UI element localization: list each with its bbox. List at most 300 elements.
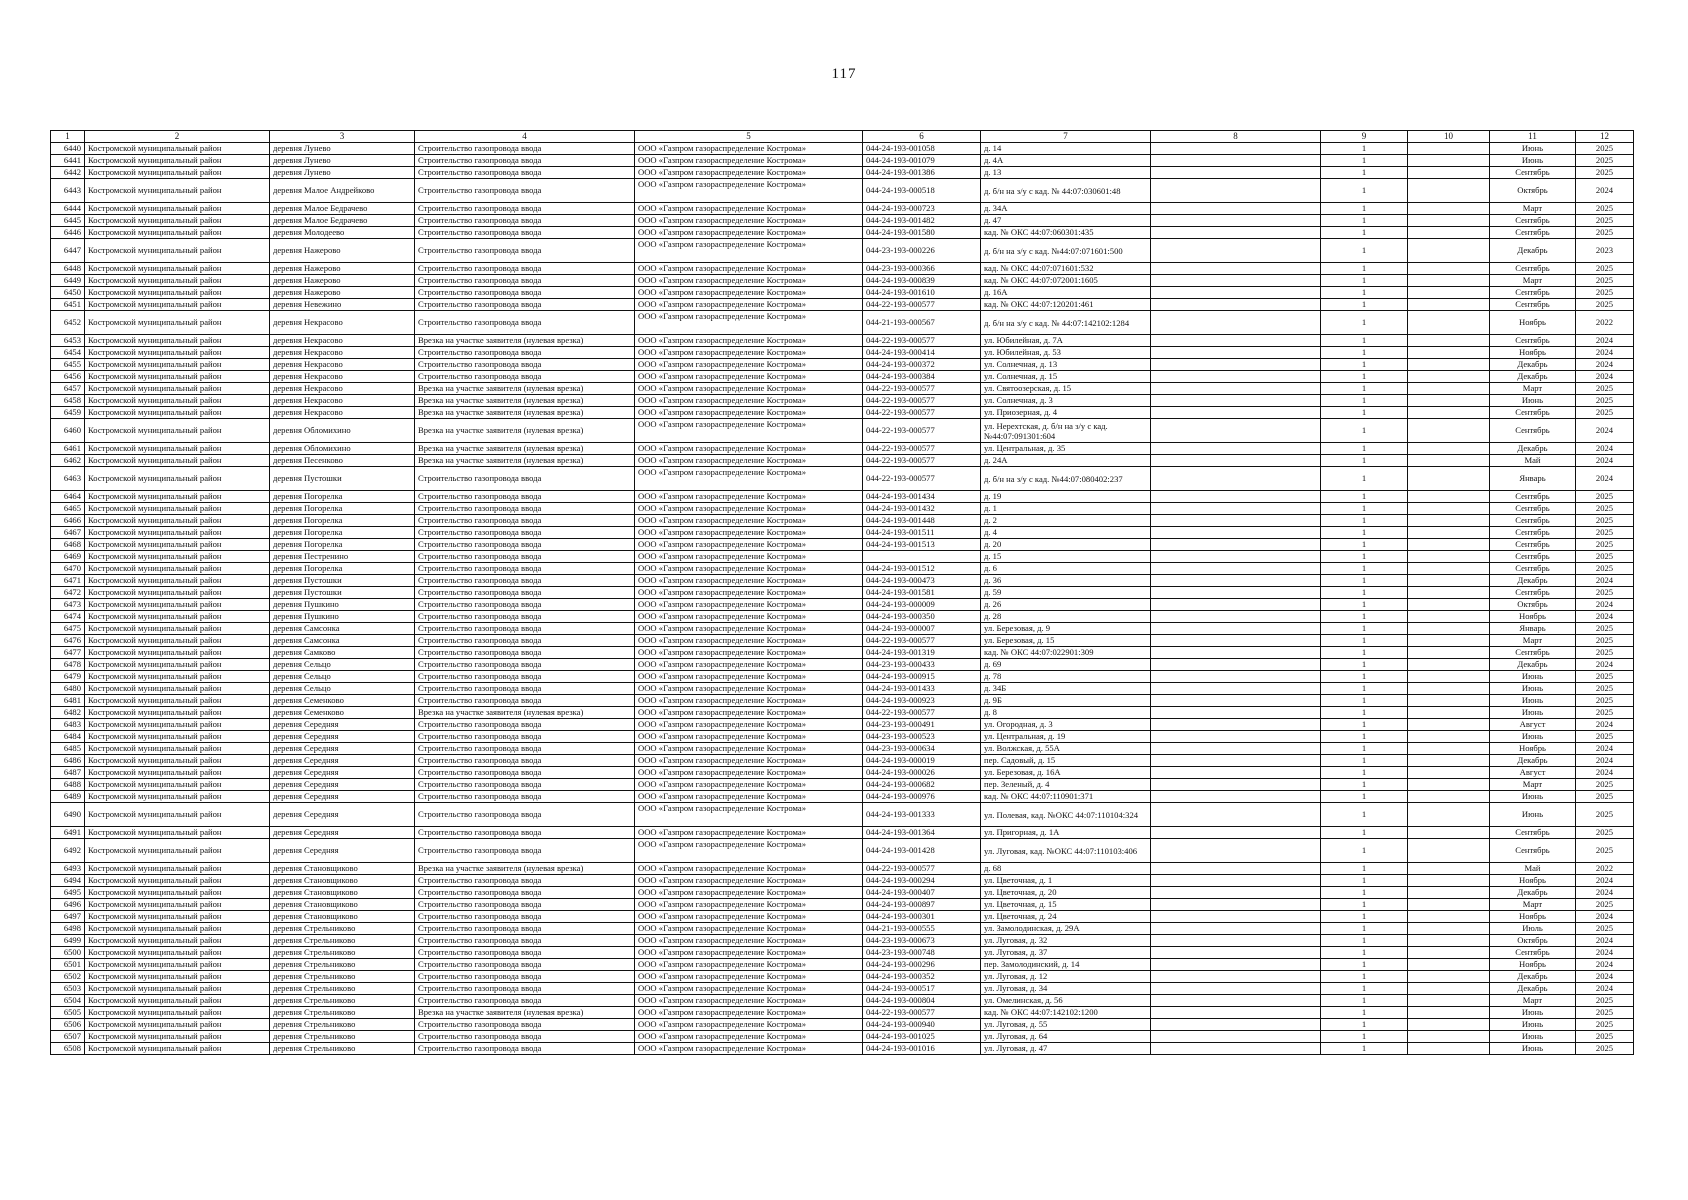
- month-cell: Июнь: [1490, 695, 1576, 707]
- month-cell: Сентябрь: [1490, 527, 1576, 539]
- month-cell: Сентябрь: [1490, 407, 1576, 419]
- application-code-cell: 044-24-193-000723: [863, 203, 981, 215]
- col10-cell: [1408, 143, 1490, 155]
- address-cell: д. 47: [981, 215, 1151, 227]
- address-cell: ул. Нерехтская, д. б/н на з/у с кад. №44:07:091301:604: [981, 419, 1151, 443]
- settlement-cell: деревня Пушкино: [270, 611, 415, 623]
- table-row: [51, 575, 1634, 587]
- table-row: [51, 599, 1634, 611]
- year-cell: 2025: [1576, 515, 1634, 527]
- settlement-cell: деревня Середняя: [270, 755, 415, 767]
- table-row: [51, 623, 1634, 635]
- district-cell: Костромской муниципальный район: [85, 923, 270, 935]
- col8-cell: [1151, 779, 1321, 791]
- col8-cell: [1151, 287, 1321, 299]
- table-row: [51, 371, 1634, 383]
- district-cell: Костромской муниципальный район: [85, 539, 270, 551]
- col8-cell: [1151, 359, 1321, 371]
- table-row: [51, 1043, 1634, 1055]
- quantity-cell: 1: [1321, 383, 1408, 395]
- year-cell: 2024: [1576, 455, 1634, 467]
- district-cell: Костромской муниципальный район: [85, 1007, 270, 1019]
- district-cell: Костромской муниципальный район: [85, 683, 270, 695]
- address-cell: д. 69: [981, 659, 1151, 671]
- month-cell: Март: [1490, 383, 1576, 395]
- col8-cell: [1151, 635, 1321, 647]
- row-number: 6500: [51, 947, 85, 959]
- col10-cell: [1408, 287, 1490, 299]
- application-code-cell: 044-24-193-001448: [863, 515, 981, 527]
- quantity-cell: 1: [1321, 743, 1408, 755]
- year-cell: 2024: [1576, 743, 1634, 755]
- row-number: 6471: [51, 575, 85, 587]
- col8-cell: [1151, 1019, 1321, 1031]
- month-cell: Май: [1490, 863, 1576, 875]
- col10-cell: [1408, 263, 1490, 275]
- month-cell: Октябрь: [1490, 935, 1576, 947]
- year-cell: 2025: [1576, 635, 1634, 647]
- work-type-cell: Строительство газопровода ввода: [415, 371, 635, 383]
- row-number: 6504: [51, 995, 85, 1007]
- column-header: 11: [1490, 131, 1576, 143]
- table-row: [51, 935, 1634, 947]
- application-code-cell: 044-24-193-000897: [863, 899, 981, 911]
- quantity-cell: 1: [1321, 203, 1408, 215]
- month-cell: Январь: [1490, 623, 1576, 635]
- district-cell: Костромской муниципальный район: [85, 779, 270, 791]
- address-cell: ул. Центральная, д. 19: [981, 731, 1151, 743]
- quantity-cell: 1: [1321, 731, 1408, 743]
- col8-cell: [1151, 827, 1321, 839]
- organization-cell: ООО «Газпром газораспределение Кострома»: [635, 455, 863, 467]
- column-header: 8: [1151, 131, 1321, 143]
- application-code-cell: 044-24-193-001610: [863, 287, 981, 299]
- table-row: [51, 263, 1634, 275]
- month-cell: Ноябрь: [1490, 743, 1576, 755]
- col8-cell: [1151, 863, 1321, 875]
- col8-cell: [1151, 791, 1321, 803]
- organization-cell: ООО «Газпром газораспределение Кострома»: [635, 875, 863, 887]
- organization-cell: ООО «Газпром газораспределение Кострома»: [635, 839, 863, 863]
- col8-cell: [1151, 887, 1321, 899]
- month-cell: Декабрь: [1490, 359, 1576, 371]
- work-type-cell: Строительство газопровода ввода: [415, 827, 635, 839]
- address-cell: кад. № ОКС 44:07:110901:371: [981, 791, 1151, 803]
- table-row: [51, 995, 1634, 1007]
- year-cell: 2025: [1576, 143, 1634, 155]
- quantity-cell: 1: [1321, 635, 1408, 647]
- row-number: 6489: [51, 791, 85, 803]
- year-cell: 2025: [1576, 1019, 1634, 1031]
- table-row: [51, 683, 1634, 695]
- row-number: 6445: [51, 215, 85, 227]
- work-type-cell: Строительство газопровода ввода: [415, 611, 635, 623]
- address-cell: пер. Садовый, д. 15: [981, 755, 1151, 767]
- application-code-cell: 044-24-193-000976: [863, 791, 981, 803]
- district-cell: Костромской муниципальный район: [85, 635, 270, 647]
- month-cell: Сентябрь: [1490, 539, 1576, 551]
- address-cell: ул. Солнечная, д. 15: [981, 371, 1151, 383]
- settlement-cell: деревня Некрасово: [270, 359, 415, 371]
- work-type-cell: Строительство газопровода ввода: [415, 671, 635, 683]
- col8-cell: [1151, 587, 1321, 599]
- col8-cell: [1151, 767, 1321, 779]
- year-cell: 2025: [1576, 299, 1634, 311]
- quantity-cell: 1: [1321, 719, 1408, 731]
- row-number: 6451: [51, 299, 85, 311]
- organization-cell: ООО «Газпром газораспределение Кострома»: [635, 971, 863, 983]
- row-number: 6501: [51, 959, 85, 971]
- col10-cell: [1408, 959, 1490, 971]
- year-cell: 2025: [1576, 203, 1634, 215]
- col10-cell: [1408, 539, 1490, 551]
- address-cell: д. 15: [981, 551, 1151, 563]
- col10-cell: [1408, 527, 1490, 539]
- work-type-cell: Строительство газопровода ввода: [415, 491, 635, 503]
- district-cell: Костромской муниципальный район: [85, 587, 270, 599]
- row-number: 6450: [51, 287, 85, 299]
- col8-cell: [1151, 731, 1321, 743]
- column-header: 5: [635, 131, 863, 143]
- district-cell: Костромской муниципальный район: [85, 299, 270, 311]
- work-type-cell: Строительство газопровода ввода: [415, 143, 635, 155]
- organization-cell: ООО «Газпром газораспределение Кострома»: [635, 947, 863, 959]
- row-number: 6493: [51, 863, 85, 875]
- quantity-cell: 1: [1321, 395, 1408, 407]
- month-cell: Сентябрь: [1490, 287, 1576, 299]
- work-type-cell: Строительство газопровода ввода: [415, 359, 635, 371]
- table-row: [51, 443, 1634, 455]
- col10-cell: [1408, 707, 1490, 719]
- col10-cell: [1408, 503, 1490, 515]
- col10-cell: [1408, 1019, 1490, 1031]
- district-cell: Костромской муниципальный район: [85, 155, 270, 167]
- work-type-cell: Врезка на участке заявителя (нулевая врезка): [415, 1007, 635, 1019]
- address-cell: д. б/н на з/у с кад. № 44:07:030601:48: [981, 179, 1151, 203]
- quantity-cell: 1: [1321, 659, 1408, 671]
- work-type-cell: Строительство газопровода ввода: [415, 575, 635, 587]
- table-row: [51, 407, 1634, 419]
- table-row: [51, 803, 1634, 827]
- application-code-cell: 044-24-193-001512: [863, 563, 981, 575]
- work-type-cell: Строительство газопровода ввода: [415, 155, 635, 167]
- month-cell: Сентябрь: [1490, 587, 1576, 599]
- row-number: 6446: [51, 227, 85, 239]
- settlement-cell: деревня Нажерово: [270, 287, 415, 299]
- row-number: 6449: [51, 275, 85, 287]
- work-type-cell: Строительство газопровода ввода: [415, 659, 635, 671]
- settlement-cell: деревня Малое Бедрачево: [270, 203, 415, 215]
- district-cell: Костромской муниципальный район: [85, 611, 270, 623]
- month-cell: Октябрь: [1490, 179, 1576, 203]
- col10-cell: [1408, 971, 1490, 983]
- table-row: [51, 359, 1634, 371]
- organization-cell: ООО «Газпром газораспределение Кострома»: [635, 491, 863, 503]
- quantity-cell: 1: [1321, 155, 1408, 167]
- month-cell: Март: [1490, 995, 1576, 1007]
- organization-cell: ООО «Газпром газораспределение Кострома»: [635, 287, 863, 299]
- work-type-cell: Строительство газопровода ввода: [415, 779, 635, 791]
- col8-cell: [1151, 503, 1321, 515]
- address-cell: ул. Цветочная, д. 1: [981, 875, 1151, 887]
- quantity-cell: 1: [1321, 515, 1408, 527]
- column-header: 4: [415, 131, 635, 143]
- col8-cell: [1151, 527, 1321, 539]
- address-cell: д. 20: [981, 539, 1151, 551]
- organization-cell: ООО «Газпром газораспределение Кострома»: [635, 1019, 863, 1031]
- district-cell: Костромской муниципальный район: [85, 995, 270, 1007]
- quantity-cell: 1: [1321, 275, 1408, 287]
- application-code-cell: 044-22-193-000577: [863, 383, 981, 395]
- settlement-cell: деревня Пестренино: [270, 551, 415, 563]
- district-cell: Костромской муниципальный район: [85, 371, 270, 383]
- application-code-cell: 044-24-193-000923: [863, 695, 981, 707]
- application-code-cell: 044-22-193-000577: [863, 467, 981, 491]
- col10-cell: [1408, 347, 1490, 359]
- settlement-cell: деревня Малое Андрейково: [270, 179, 415, 203]
- table-row: [51, 791, 1634, 803]
- row-number: 6470: [51, 563, 85, 575]
- address-cell: д. 34Б: [981, 683, 1151, 695]
- table-row: [51, 863, 1634, 875]
- year-cell: 2024: [1576, 875, 1634, 887]
- address-cell: д. б/н на з/у с кад. №44:07:080402:237: [981, 467, 1151, 491]
- col10-cell: [1408, 587, 1490, 599]
- district-cell: Костромской муниципальный район: [85, 227, 270, 239]
- col10-cell: [1408, 875, 1490, 887]
- organization-cell: ООО «Газпром газораспределение Кострома»: [635, 359, 863, 371]
- work-type-cell: Строительство газопровода ввода: [415, 599, 635, 611]
- settlement-cell: деревня Некрасово: [270, 311, 415, 335]
- application-code-cell: 044-22-193-000577: [863, 1007, 981, 1019]
- settlement-cell: деревня Сельцо: [270, 683, 415, 695]
- address-cell: ул. Огородная, д. 3: [981, 719, 1151, 731]
- table-row: [51, 239, 1634, 263]
- table-row: [51, 911, 1634, 923]
- col10-cell: [1408, 299, 1490, 311]
- table-row: [51, 563, 1634, 575]
- col10-cell: [1408, 407, 1490, 419]
- col8-cell: [1151, 215, 1321, 227]
- application-code-cell: 044-23-193-000673: [863, 935, 981, 947]
- col10-cell: [1408, 803, 1490, 827]
- application-code-cell: 044-24-193-001434: [863, 491, 981, 503]
- col10-cell: [1408, 911, 1490, 923]
- settlement-cell: деревня Погорелка: [270, 539, 415, 551]
- col8-cell: [1151, 719, 1321, 731]
- quantity-cell: 1: [1321, 611, 1408, 623]
- col8-cell: [1151, 1007, 1321, 1019]
- organization-cell: ООО «Газпром газораспределение Кострома»: [635, 911, 863, 923]
- settlement-cell: деревня Пустошки: [270, 587, 415, 599]
- year-cell: 2025: [1576, 395, 1634, 407]
- col10-cell: [1408, 983, 1490, 995]
- application-code-cell: 044-24-193-001333: [863, 803, 981, 827]
- application-code-cell: 044-24-193-001058: [863, 143, 981, 155]
- quantity-cell: 1: [1321, 371, 1408, 383]
- application-code-cell: 044-24-193-001025: [863, 1031, 981, 1043]
- address-cell: д. 2: [981, 515, 1151, 527]
- application-code-cell: 044-24-193-000372: [863, 359, 981, 371]
- row-number: 6440: [51, 143, 85, 155]
- address-cell: д. 4А: [981, 155, 1151, 167]
- month-cell: Март: [1490, 635, 1576, 647]
- settlement-cell: деревня Погорелка: [270, 491, 415, 503]
- col8-cell: [1151, 383, 1321, 395]
- row-number: 6486: [51, 755, 85, 767]
- address-cell: ул. Березовая, д. 16А: [981, 767, 1151, 779]
- month-cell: Декабрь: [1490, 971, 1576, 983]
- quantity-cell: 1: [1321, 1031, 1408, 1043]
- quantity-cell: 1: [1321, 311, 1408, 335]
- quantity-cell: 1: [1321, 143, 1408, 155]
- settlement-cell: деревня Погорелка: [270, 563, 415, 575]
- year-cell: 2025: [1576, 227, 1634, 239]
- district-cell: Костромской муниципальный район: [85, 215, 270, 227]
- district-cell: Костромской муниципальный район: [85, 383, 270, 395]
- col8-cell: [1151, 179, 1321, 203]
- table-row: [51, 947, 1634, 959]
- settlement-cell: деревня Некрасово: [270, 347, 415, 359]
- register-table: [50, 130, 1634, 1055]
- col10-cell: [1408, 791, 1490, 803]
- quantity-cell: 1: [1321, 839, 1408, 863]
- application-code-cell: 044-22-193-000577: [863, 335, 981, 347]
- district-cell: Костромской муниципальный район: [85, 263, 270, 275]
- col8-cell: [1151, 419, 1321, 443]
- address-cell: ул. Замолодинская, д. 29А: [981, 923, 1151, 935]
- organization-cell: ООО «Газпром газораспределение Кострома»: [635, 515, 863, 527]
- application-code-cell: 044-24-193-000026: [863, 767, 981, 779]
- organization-cell: ООО «Газпром газораспределение Кострома»: [635, 1031, 863, 1043]
- application-code-cell: 044-24-193-000915: [863, 671, 981, 683]
- district-cell: Костромской муниципальный район: [85, 347, 270, 359]
- year-cell: 2025: [1576, 407, 1634, 419]
- year-cell: 2022: [1576, 863, 1634, 875]
- month-cell: Ноябрь: [1490, 959, 1576, 971]
- quantity-cell: 1: [1321, 623, 1408, 635]
- organization-cell: ООО «Газпром газораспределение Кострома»: [635, 647, 863, 659]
- month-cell: Сентябрь: [1490, 299, 1576, 311]
- district-cell: Костромской муниципальный район: [85, 743, 270, 755]
- year-cell: 2024: [1576, 575, 1634, 587]
- table-row: [51, 827, 1634, 839]
- month-cell: Июнь: [1490, 143, 1576, 155]
- organization-cell: ООО «Газпром газораспределение Кострома»: [635, 335, 863, 347]
- application-code-cell: 044-24-193-001364: [863, 827, 981, 839]
- work-type-cell: Строительство газопровода ввода: [415, 959, 635, 971]
- application-code-cell: 044-24-193-000473: [863, 575, 981, 587]
- address-cell: ул. Святоозерская, д. 15: [981, 383, 1151, 395]
- col10-cell: [1408, 635, 1490, 647]
- year-cell: 2025: [1576, 215, 1634, 227]
- month-cell: Сентябрь: [1490, 947, 1576, 959]
- organization-cell: ООО «Газпром газораспределение Кострома»: [635, 707, 863, 719]
- district-cell: Костромской муниципальный район: [85, 971, 270, 983]
- row-number: 6487: [51, 767, 85, 779]
- work-type-cell: Строительство газопровода ввода: [415, 767, 635, 779]
- organization-cell: ООО «Газпром газораспределение Кострома»: [635, 1007, 863, 1019]
- application-code-cell: 044-24-193-001433: [863, 683, 981, 695]
- settlement-cell: деревня Становщиково: [270, 863, 415, 875]
- settlement-cell: деревня Сельцо: [270, 671, 415, 683]
- year-cell: 2024: [1576, 935, 1634, 947]
- district-cell: Костромской муниципальный район: [85, 503, 270, 515]
- application-code-cell: 044-24-193-000007: [863, 623, 981, 635]
- month-cell: Сентябрь: [1490, 503, 1576, 515]
- row-number: 6499: [51, 935, 85, 947]
- row-number: 6497: [51, 911, 85, 923]
- table-row: [51, 227, 1634, 239]
- row-number: 6456: [51, 371, 85, 383]
- year-cell: 2025: [1576, 827, 1634, 839]
- row-number: 6478: [51, 659, 85, 671]
- application-code-cell: 044-23-193-000433: [863, 659, 981, 671]
- settlement-cell: деревня Пустошки: [270, 575, 415, 587]
- application-code-cell: 044-23-193-000491: [863, 719, 981, 731]
- quantity-cell: 1: [1321, 1007, 1408, 1019]
- application-code-cell: 044-24-193-000352: [863, 971, 981, 983]
- row-number: 6477: [51, 647, 85, 659]
- year-cell: 2024: [1576, 335, 1634, 347]
- quantity-cell: 1: [1321, 863, 1408, 875]
- year-cell: 2025: [1576, 503, 1634, 515]
- application-code-cell: 044-24-193-001580: [863, 227, 981, 239]
- district-cell: Костромской муниципальный район: [85, 143, 270, 155]
- year-cell: 2025: [1576, 275, 1634, 287]
- quantity-cell: 1: [1321, 791, 1408, 803]
- row-number: 6480: [51, 683, 85, 695]
- table-row: [51, 539, 1634, 551]
- column-header: 10: [1408, 131, 1490, 143]
- organization-cell: ООО «Газпром газораспределение Кострома»: [635, 623, 863, 635]
- quantity-cell: 1: [1321, 911, 1408, 923]
- table-row: [51, 695, 1634, 707]
- district-cell: Костромской муниципальный район: [85, 731, 270, 743]
- col10-cell: [1408, 683, 1490, 695]
- quantity-cell: 1: [1321, 263, 1408, 275]
- year-cell: 2025: [1576, 167, 1634, 179]
- quantity-cell: 1: [1321, 407, 1408, 419]
- work-type-cell: Строительство газопровода ввода: [415, 587, 635, 599]
- row-number: 6457: [51, 383, 85, 395]
- column-number-row: [51, 131, 1634, 143]
- application-code-cell: 044-24-193-000350: [863, 611, 981, 623]
- quantity-cell: 1: [1321, 287, 1408, 299]
- work-type-cell: Строительство газопровода ввода: [415, 947, 635, 959]
- row-number: 6490: [51, 803, 85, 827]
- col10-cell: [1408, 227, 1490, 239]
- address-cell: пер. Замолодинский, д. 14: [981, 959, 1151, 971]
- organization-cell: ООО «Газпром газораспределение Кострома»: [635, 899, 863, 911]
- year-cell: 2022: [1576, 311, 1634, 335]
- table-row: [51, 959, 1634, 971]
- row-number: 6482: [51, 707, 85, 719]
- month-cell: Сентябрь: [1490, 263, 1576, 275]
- work-type-cell: Строительство газопровода ввода: [415, 887, 635, 899]
- district-cell: Костромской муниципальный район: [85, 899, 270, 911]
- address-cell: ул. Березовая, д. 15: [981, 635, 1151, 647]
- col10-cell: [1408, 767, 1490, 779]
- address-cell: ул. Березовая, д. 9: [981, 623, 1151, 635]
- quantity-cell: 1: [1321, 779, 1408, 791]
- quantity-cell: 1: [1321, 539, 1408, 551]
- col8-cell: [1151, 299, 1321, 311]
- month-cell: Октябрь: [1490, 599, 1576, 611]
- work-type-cell: Врезка на участке заявителя (нулевая врезка): [415, 383, 635, 395]
- row-number: 6443: [51, 179, 85, 203]
- application-code-cell: 044-24-193-001079: [863, 155, 981, 167]
